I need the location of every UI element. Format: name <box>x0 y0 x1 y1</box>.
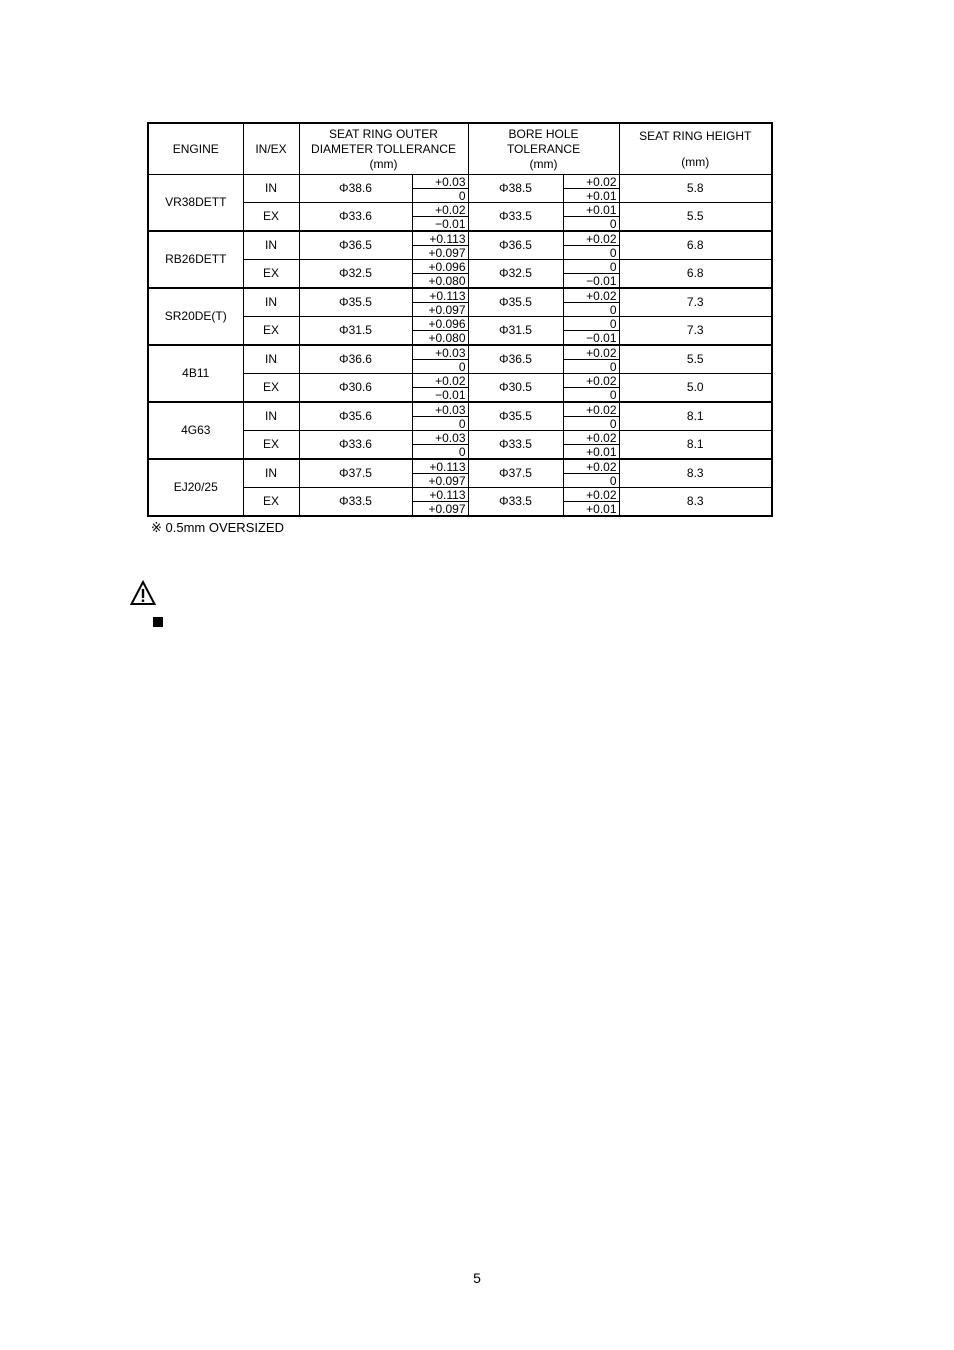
bore-diameter-cell: Φ33.5 <box>468 488 563 517</box>
page-number: 5 <box>473 1270 481 1286</box>
outer-diameter-cell: Φ35.5 <box>299 288 412 317</box>
inex-cell: EX <box>243 203 299 232</box>
outer-tolerance-lower: 0 <box>412 360 468 374</box>
outer-tolerance-lower: +0.097 <box>412 502 468 517</box>
bore-diameter-cell: Φ37.5 <box>468 459 563 488</box>
outer-tolerance-upper: +0.03 <box>412 402 468 417</box>
bore-diameter-cell: Φ35.5 <box>468 288 563 317</box>
outer-tolerance-lower: +0.097 <box>412 303 468 317</box>
outer-diameter-cell: Φ35.6 <box>299 402 412 431</box>
bore-tolerance-upper: +0.02 <box>563 231 619 246</box>
engine-cell: EJ20/25 <box>148 459 243 516</box>
header-bore-hole-unit: (mm) <box>529 156 558 171</box>
bore-tolerance-lower: −0.01 <box>563 331 619 346</box>
bore-diameter-cell: Φ35.5 <box>468 402 563 431</box>
outer-tolerance-lower: +0.080 <box>412 274 468 289</box>
table-row <box>148 231 772 246</box>
bore-diameter-cell: Φ36.5 <box>468 345 563 374</box>
bore-tolerance-lower: 0 <box>563 474 619 488</box>
outer-diameter-cell: Φ33.6 <box>299 431 412 460</box>
outer-tolerance-lower: 0 <box>412 417 468 431</box>
bore-tolerance-lower: −0.01 <box>563 274 619 289</box>
inex-cell: IN <box>243 345 299 374</box>
engine-cell: VR38DETT <box>148 175 243 232</box>
header-seat-ring-height <box>619 123 772 175</box>
seat-height-cell: 8.1 <box>619 431 772 460</box>
outer-diameter-cell: Φ33.6 <box>299 203 412 232</box>
header-bore-hole-line2: TOLERANCE <box>506 141 581 156</box>
bore-tolerance-lower: 0 <box>563 388 619 403</box>
seat-height-cell: 6.8 <box>619 260 772 289</box>
seat-height-cell: 5.0 <box>619 374 772 403</box>
outer-tolerance-upper: +0.096 <box>412 260 468 274</box>
oversized-note: ※ 0.5mm OVERSIZED <box>151 520 284 535</box>
outer-tolerance-upper: +0.02 <box>412 203 468 217</box>
bore-tolerance-lower: +0.01 <box>563 502 619 517</box>
seat-height-cell: 7.3 <box>619 288 772 317</box>
bore-diameter-cell: Φ31.5 <box>468 317 563 346</box>
bore-tolerance-upper: +0.02 <box>563 459 619 474</box>
bore-tolerance-upper: +0.02 <box>563 374 619 388</box>
outer-tolerance-lower: 0 <box>412 189 468 203</box>
seat-height-cell: 8.3 <box>619 488 772 517</box>
outer-tolerance-lower: +0.080 <box>412 331 468 346</box>
inex-cell: EX <box>243 488 299 517</box>
outer-diameter-cell: Φ37.5 <box>299 459 412 488</box>
bore-tolerance-upper: +0.02 <box>563 488 619 502</box>
engine-cell: 4G63 <box>148 402 243 459</box>
outer-tolerance-upper: +0.113 <box>412 488 468 502</box>
seat-height-cell: 6.8 <box>619 231 772 260</box>
table-header-row <box>148 123 772 175</box>
header-seat-ring-outer-line1: SEAT RING OUTER <box>329 126 438 141</box>
inex-cell: IN <box>243 288 299 317</box>
header-seat-ring-outer <box>299 123 468 175</box>
bore-tolerance-upper: +0.02 <box>563 402 619 417</box>
bore-diameter-cell: Φ32.5 <box>468 260 563 289</box>
bore-tolerance-lower: +0.01 <box>563 445 619 460</box>
bore-tolerance-upper: +0.02 <box>563 431 619 445</box>
inex-cell: IN <box>243 459 299 488</box>
inex-cell: EX <box>243 431 299 460</box>
outer-diameter-cell: Φ38.6 <box>299 175 412 203</box>
inex-cell: EX <box>243 374 299 403</box>
bore-tolerance-lower: 0 <box>563 217 619 232</box>
outer-tolerance-upper: +0.03 <box>412 345 468 360</box>
bore-diameter-cell: Φ33.5 <box>468 203 563 232</box>
table-row <box>148 288 772 303</box>
bore-tolerance-lower: 0 <box>563 246 619 260</box>
bore-tolerance-upper: 0 <box>563 260 619 274</box>
outer-tolerance-lower: +0.097 <box>412 246 468 260</box>
inex-cell: IN <box>243 402 299 431</box>
bore-tolerance-upper: +0.02 <box>563 175 619 189</box>
seat-height-cell: 8.3 <box>619 459 772 488</box>
outer-diameter-cell: Φ31.5 <box>299 317 412 346</box>
bore-tolerance-upper: +0.01 <box>563 203 619 217</box>
table-row <box>148 402 772 417</box>
bore-tolerance-upper: 0 <box>563 317 619 331</box>
inex-cell: EX <box>243 260 299 289</box>
table-row <box>148 459 772 474</box>
outer-diameter-cell: Φ36.5 <box>299 231 412 260</box>
bore-tolerance-lower: 0 <box>563 303 619 317</box>
outer-tolerance-lower: 0 <box>412 445 468 460</box>
seat-height-cell: 5.5 <box>619 345 772 374</box>
bore-tolerance-lower: 0 <box>563 417 619 431</box>
outer-diameter-cell: Φ30.6 <box>299 374 412 403</box>
outer-tolerance-lower: −0.01 <box>412 388 468 403</box>
outer-diameter-cell: Φ33.5 <box>299 488 412 517</box>
seat-height-cell: 5.8 <box>619 175 772 203</box>
inex-cell: IN <box>243 231 299 260</box>
seat-height-cell: 5.5 <box>619 203 772 232</box>
outer-tolerance-upper: +0.113 <box>412 231 468 246</box>
outer-diameter-cell: Φ36.6 <box>299 345 412 374</box>
outer-tolerance-upper: +0.02 <box>412 374 468 388</box>
header-seat-ring-outer-line2: DIAMETER TOLLERANCE <box>311 141 456 156</box>
bore-tolerance-upper: +0.02 <box>563 345 619 360</box>
header-seat-ring-outer-unit: (mm) <box>369 156 398 171</box>
engine-cell: SR20DE(T) <box>148 288 243 345</box>
inex-cell: EX <box>243 317 299 346</box>
table-row <box>148 175 772 189</box>
table-row <box>148 345 772 360</box>
outer-tolerance-upper: +0.096 <box>412 317 468 331</box>
outer-tolerance-upper: +0.113 <box>412 459 468 474</box>
outer-tolerance-upper: +0.03 <box>412 431 468 445</box>
seat-ring-spec-table <box>147 122 773 517</box>
header-seat-ring-height-line1: SEAT RING HEIGHT <box>639 128 752 143</box>
outer-diameter-cell: Φ32.5 <box>299 260 412 289</box>
bore-tolerance-upper: +0.02 <box>563 288 619 303</box>
bore-diameter-cell: Φ33.5 <box>468 431 563 460</box>
header-seat-ring-height-unit: (mm) <box>681 154 710 169</box>
warning-triangle-icon <box>130 580 156 606</box>
header-bore-hole <box>468 123 619 175</box>
header-inex: IN/EX <box>243 123 299 175</box>
bore-diameter-cell: Φ36.5 <box>468 231 563 260</box>
outer-tolerance-upper: +0.113 <box>412 288 468 303</box>
square-bullet-icon <box>153 617 163 627</box>
bore-diameter-cell: Φ38.5 <box>468 175 563 203</box>
outer-tolerance-upper: +0.03 <box>412 175 468 189</box>
bore-tolerance-lower: 0 <box>563 360 619 374</box>
outer-tolerance-lower: +0.097 <box>412 474 468 488</box>
bore-tolerance-lower: +0.01 <box>563 189 619 203</box>
header-engine: ENGINE <box>148 123 243 175</box>
bore-diameter-cell: Φ30.5 <box>468 374 563 403</box>
seat-height-cell: 7.3 <box>619 317 772 346</box>
seat-height-cell: 8.1 <box>619 402 772 431</box>
inex-cell: IN <box>243 175 299 203</box>
engine-cell: RB26DETT <box>148 231 243 288</box>
outer-tolerance-lower: −0.01 <box>412 217 468 232</box>
header-bore-hole-line1: BORE HOLE <box>508 126 579 141</box>
engine-cell: 4B11 <box>148 345 243 402</box>
